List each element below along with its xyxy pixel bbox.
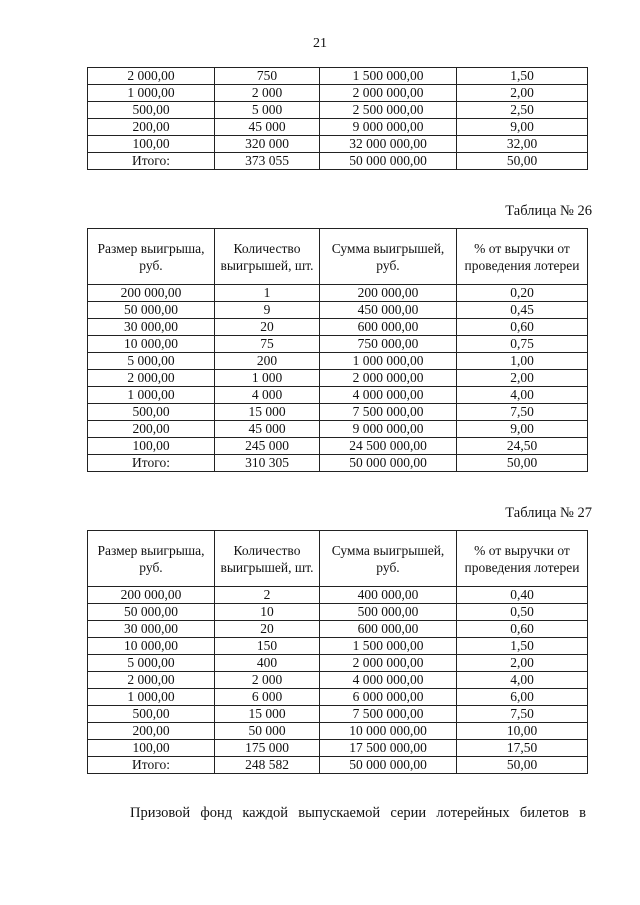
table-row — [88, 757, 588, 774]
table-row — [88, 153, 588, 170]
cell-prize-size: 100,00 — [88, 740, 215, 757]
cell-prize-size: 10 000,00 — [88, 336, 215, 353]
table-row — [88, 421, 588, 438]
cell-prize-count: 15 000 — [215, 404, 320, 421]
cell-prize-count: 10 — [215, 604, 320, 621]
cell-revenue-percent: 2,00 — [457, 370, 588, 387]
table-26 — [87, 228, 588, 472]
cell-prize-count: 320 000 — [215, 136, 320, 153]
cell-prize-sum: 2 500 000,00 — [320, 102, 457, 119]
cell-prize-size: 30 000,00 — [88, 319, 215, 336]
cell-prize-count: 400 — [215, 655, 320, 672]
cell-prize-count: 1 — [215, 285, 320, 302]
cell-revenue-percent: 1,00 — [457, 353, 588, 370]
cell-revenue-percent: 0,45 — [457, 302, 588, 319]
table-26-caption: Таблица № 26 — [505, 203, 592, 219]
cell-prize-size: 200 000,00 — [88, 285, 215, 302]
cell-revenue-percent: 4,00 — [457, 672, 588, 689]
table-row — [88, 353, 588, 370]
page-number: 21 — [313, 36, 327, 51]
header-prize-size: Размер выигрыша, руб. — [88, 531, 215, 587]
cell-prize-sum: 4 000 000,00 — [320, 672, 457, 689]
cell-revenue-percent: 24,50 — [457, 438, 588, 455]
cell-prize-count: 310 305 — [215, 455, 320, 472]
cell-prize-count: 20 — [215, 319, 320, 336]
cell-revenue-percent: 0,60 — [457, 621, 588, 638]
cell-prize-sum: 600 000,00 — [320, 319, 457, 336]
table-27-caption: Таблица № 27 — [505, 505, 592, 521]
cell-prize-sum: 9 000 000,00 — [320, 119, 457, 136]
cell-revenue-percent: 0,20 — [457, 285, 588, 302]
cell-prize-sum: 2 000 000,00 — [320, 655, 457, 672]
table-row — [88, 370, 588, 387]
cell-prize-count: 175 000 — [215, 740, 320, 757]
cell-prize-size: 2 000,00 — [88, 672, 215, 689]
table-row — [88, 455, 588, 472]
cell-prize-sum: 600 000,00 — [320, 621, 457, 638]
cell-prize-size: 500,00 — [88, 706, 215, 723]
cell-prize-sum: 200 000,00 — [320, 285, 457, 302]
cell-revenue-percent: 0,60 — [457, 319, 588, 336]
header-prize-sum: Сумма выигрышей, руб. — [320, 229, 457, 285]
cell-revenue-percent: 1,50 — [457, 68, 588, 85]
cell-prize-size: 500,00 — [88, 404, 215, 421]
table-row — [88, 621, 588, 638]
cell-revenue-percent: 10,00 — [457, 723, 588, 740]
cell-prize-sum: 9 000 000,00 — [320, 421, 457, 438]
cell-revenue-percent: 2,00 — [457, 85, 588, 102]
cell-prize-size: Итого: — [88, 153, 215, 170]
table-row — [88, 638, 588, 655]
table-row — [88, 102, 588, 119]
table-row — [88, 723, 588, 740]
cell-prize-count: 45 000 — [215, 421, 320, 438]
cell-revenue-percent: 32,00 — [457, 136, 588, 153]
cell-prize-size: 200,00 — [88, 119, 215, 136]
cell-prize-count: 2 000 — [215, 672, 320, 689]
cell-prize-size: 500,00 — [88, 102, 215, 119]
cell-prize-size: 30 000,00 — [88, 621, 215, 638]
body-paragraph: Призовой фонд каждой выпускаемой серии лотерейных билетов в — [130, 805, 586, 821]
cell-revenue-percent: 0,40 — [457, 587, 588, 604]
cell-prize-sum: 6 000 000,00 — [320, 689, 457, 706]
cell-prize-size: 5 000,00 — [88, 655, 215, 672]
cell-prize-sum: 50 000 000,00 — [320, 153, 457, 170]
table-row — [88, 438, 588, 455]
table-row — [88, 404, 588, 421]
cell-prize-sum: 500 000,00 — [320, 604, 457, 621]
cell-prize-size: 2 000,00 — [88, 370, 215, 387]
cell-prize-sum: 7 500 000,00 — [320, 706, 457, 723]
table-row — [88, 689, 588, 706]
cell-prize-count: 20 — [215, 621, 320, 638]
cell-prize-size: 1 000,00 — [88, 387, 215, 404]
cell-prize-size: 100,00 — [88, 136, 215, 153]
cell-revenue-percent: 7,50 — [457, 404, 588, 421]
table-row — [88, 136, 588, 153]
cell-prize-sum: 24 500 000,00 — [320, 438, 457, 455]
table-row — [88, 706, 588, 723]
cell-prize-size: 50 000,00 — [88, 604, 215, 621]
cell-revenue-percent: 50,00 — [457, 455, 588, 472]
cell-revenue-percent: 50,00 — [457, 757, 588, 774]
table-27 — [87, 530, 588, 774]
table-continued — [87, 67, 588, 170]
table-row — [88, 68, 588, 85]
cell-revenue-percent: 9,00 — [457, 119, 588, 136]
table-row — [88, 387, 588, 404]
cell-prize-sum: 50 000 000,00 — [320, 455, 457, 472]
cell-prize-count: 150 — [215, 638, 320, 655]
cell-prize-count: 1 000 — [215, 370, 320, 387]
header-prize-count: Количество выигрышей, шт. — [215, 229, 320, 285]
cell-prize-count: 248 582 — [215, 757, 320, 774]
cell-revenue-percent: 0,75 — [457, 336, 588, 353]
cell-prize-size: 50 000,00 — [88, 302, 215, 319]
cell-revenue-percent: 6,00 — [457, 689, 588, 706]
cell-prize-size: 200,00 — [88, 723, 215, 740]
cell-prize-size: 200,00 — [88, 421, 215, 438]
header-prize-sum: Сумма выигрышей, руб. — [320, 531, 457, 587]
table-row — [88, 587, 588, 604]
cell-revenue-percent: 7,50 — [457, 706, 588, 723]
cell-revenue-percent: 2,00 — [457, 655, 588, 672]
table-row — [88, 655, 588, 672]
cell-prize-count: 200 — [215, 353, 320, 370]
cell-prize-sum: 2 000 000,00 — [320, 370, 457, 387]
cell-prize-sum: 450 000,00 — [320, 302, 457, 319]
cell-prize-sum: 7 500 000,00 — [320, 404, 457, 421]
cell-prize-count: 2 — [215, 587, 320, 604]
cell-prize-count: 2 000 — [215, 85, 320, 102]
cell-prize-sum: 750 000,00 — [320, 336, 457, 353]
cell-prize-sum: 50 000 000,00 — [320, 757, 457, 774]
table-row — [88, 302, 588, 319]
cell-prize-size: 10 000,00 — [88, 638, 215, 655]
cell-prize-size: 200 000,00 — [88, 587, 215, 604]
cell-prize-count: 15 000 — [215, 706, 320, 723]
header-prize-count: Количество выигрышей, шт. — [215, 531, 320, 587]
table-row — [88, 604, 588, 621]
table-row — [88, 119, 588, 136]
cell-prize-size: 100,00 — [88, 438, 215, 455]
cell-prize-size: Итого: — [88, 757, 215, 774]
table-row — [88, 740, 588, 757]
cell-prize-size: 5 000,00 — [88, 353, 215, 370]
cell-revenue-percent: 9,00 — [457, 421, 588, 438]
cell-revenue-percent: 17,50 — [457, 740, 588, 757]
table-row — [88, 336, 588, 353]
cell-prize-size: 1 000,00 — [88, 689, 215, 706]
cell-prize-sum: 10 000 000,00 — [320, 723, 457, 740]
cell-prize-count: 45 000 — [215, 119, 320, 136]
cell-revenue-percent: 1,50 — [457, 638, 588, 655]
cell-prize-sum: 400 000,00 — [320, 587, 457, 604]
cell-prize-count: 245 000 — [215, 438, 320, 455]
table-row — [88, 285, 588, 302]
cell-prize-count: 5 000 — [215, 102, 320, 119]
cell-prize-count: 373 055 — [215, 153, 320, 170]
cell-prize-count: 750 — [215, 68, 320, 85]
cell-prize-count: 6 000 — [215, 689, 320, 706]
header-revenue-percent: % от выручки от проведения лотереи — [457, 531, 588, 587]
cell-prize-sum: 2 000 000,00 — [320, 85, 457, 102]
header-revenue-percent: % от выручки от проведения лотереи — [457, 229, 588, 285]
cell-revenue-percent: 4,00 — [457, 387, 588, 404]
header-prize-size: Размер выигрыша, руб. — [88, 229, 215, 285]
cell-prize-sum: 1 500 000,00 — [320, 68, 457, 85]
cell-prize-sum: 32 000 000,00 — [320, 136, 457, 153]
cell-prize-sum: 1 000 000,00 — [320, 353, 457, 370]
cell-prize-sum: 1 500 000,00 — [320, 638, 457, 655]
cell-prize-size: 1 000,00 — [88, 85, 215, 102]
cell-revenue-percent: 50,00 — [457, 153, 588, 170]
cell-prize-count: 75 — [215, 336, 320, 353]
cell-prize-size: 2 000,00 — [88, 68, 215, 85]
cell-prize-sum: 4 000 000,00 — [320, 387, 457, 404]
table-row — [88, 319, 588, 336]
table-row — [88, 85, 588, 102]
cell-prize-sum: 17 500 000,00 — [320, 740, 457, 757]
cell-prize-count: 4 000 — [215, 387, 320, 404]
cell-revenue-percent: 2,50 — [457, 102, 588, 119]
cell-prize-size: Итого: — [88, 455, 215, 472]
table-row — [88, 672, 588, 689]
cell-prize-count: 9 — [215, 302, 320, 319]
cell-revenue-percent: 0,50 — [457, 604, 588, 621]
cell-prize-count: 50 000 — [215, 723, 320, 740]
